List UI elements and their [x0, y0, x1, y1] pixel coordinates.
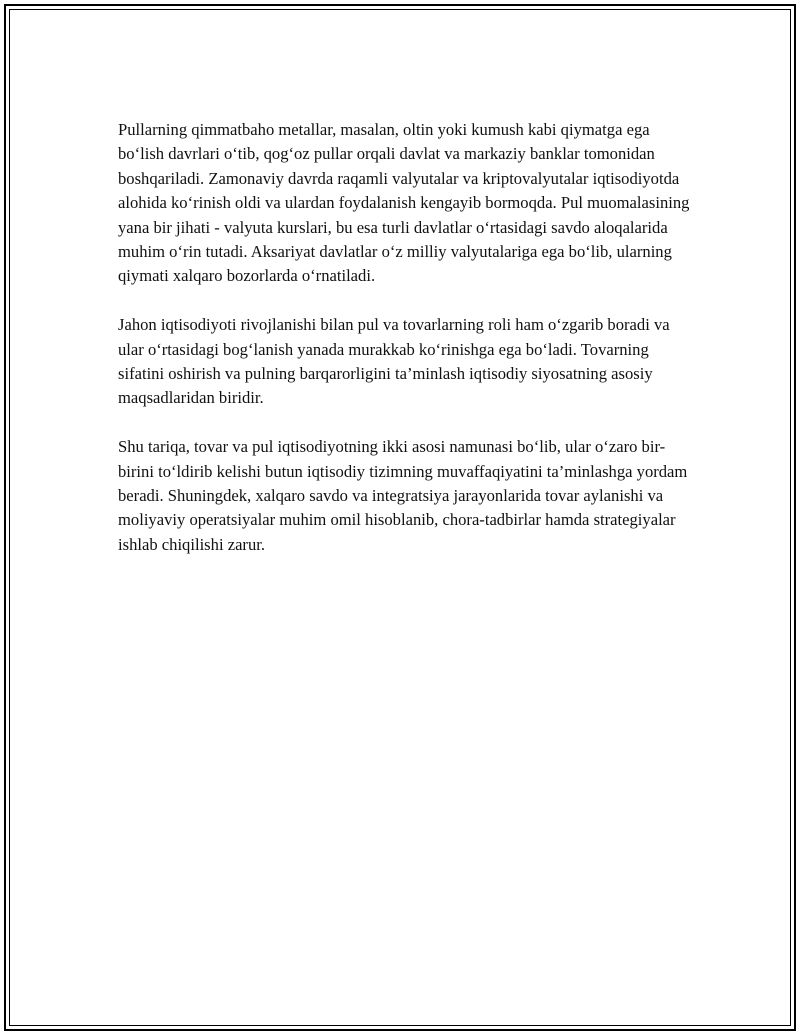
paragraph-1: Pullarning qimmatbaho metallar, masalan, oltin yoki kumush kabi qiymatga ega bo‘lish davrlari o‘tib, qog‘oz pullar orqali davlat va markaziy banklar tomonidan boshqariladi. Zamonaviy davrda raqamli valyutalar va kriptovalyutalar iqtisodiyotda alohida ko‘rinish oldi va ulardan foydalanish kengayib bormoqda. Pul muomalasining yana bir jihati - valyuta kurslari, bu esa turli davlatlar o‘rtasidagi savdo aloqalarida muhim o‘rin tutadi. Aksariyat davlatlar o‘z milliy valyutalariga ega bo‘lib, ularning qiymati xalqaro bozorlarda o‘rnatiladi. [118, 120, 690, 286]
paragraph-3: Shu tariqa, tovar va pul iqtisodiyotning ikki asosi namunasi bo‘lib, ular o‘zaro bir-birini to‘ldirib kelishi butun iqtisodiy tizimning muvaffaqiyatini ta’minlashga yordam beradi. Shuningdek, xalqaro savdo va integratsiya jarayonlarida tovar aylanishi va moliyaviy operatsiyalar muhim omil hisoblanib, chora-tadbirlar hamda strategiyalar ishlab chiqilishi zarur. [118, 437, 688, 554]
document-body [118, 118, 690, 582]
paragraph-2: Jahon iqtisodiyoti rivojlanishi bilan pul va tovarlarning roli ham o‘zgarib boradi va ular o‘rtasidagi bog‘lanish yanada murakkab ko‘rinishga ega bo‘ladi. Tovarning sifatini oshirish va pulning barqarorligini ta’minlash iqtisodiy siyosatning asosiy maqsadlaridan biridir. [118, 315, 670, 408]
